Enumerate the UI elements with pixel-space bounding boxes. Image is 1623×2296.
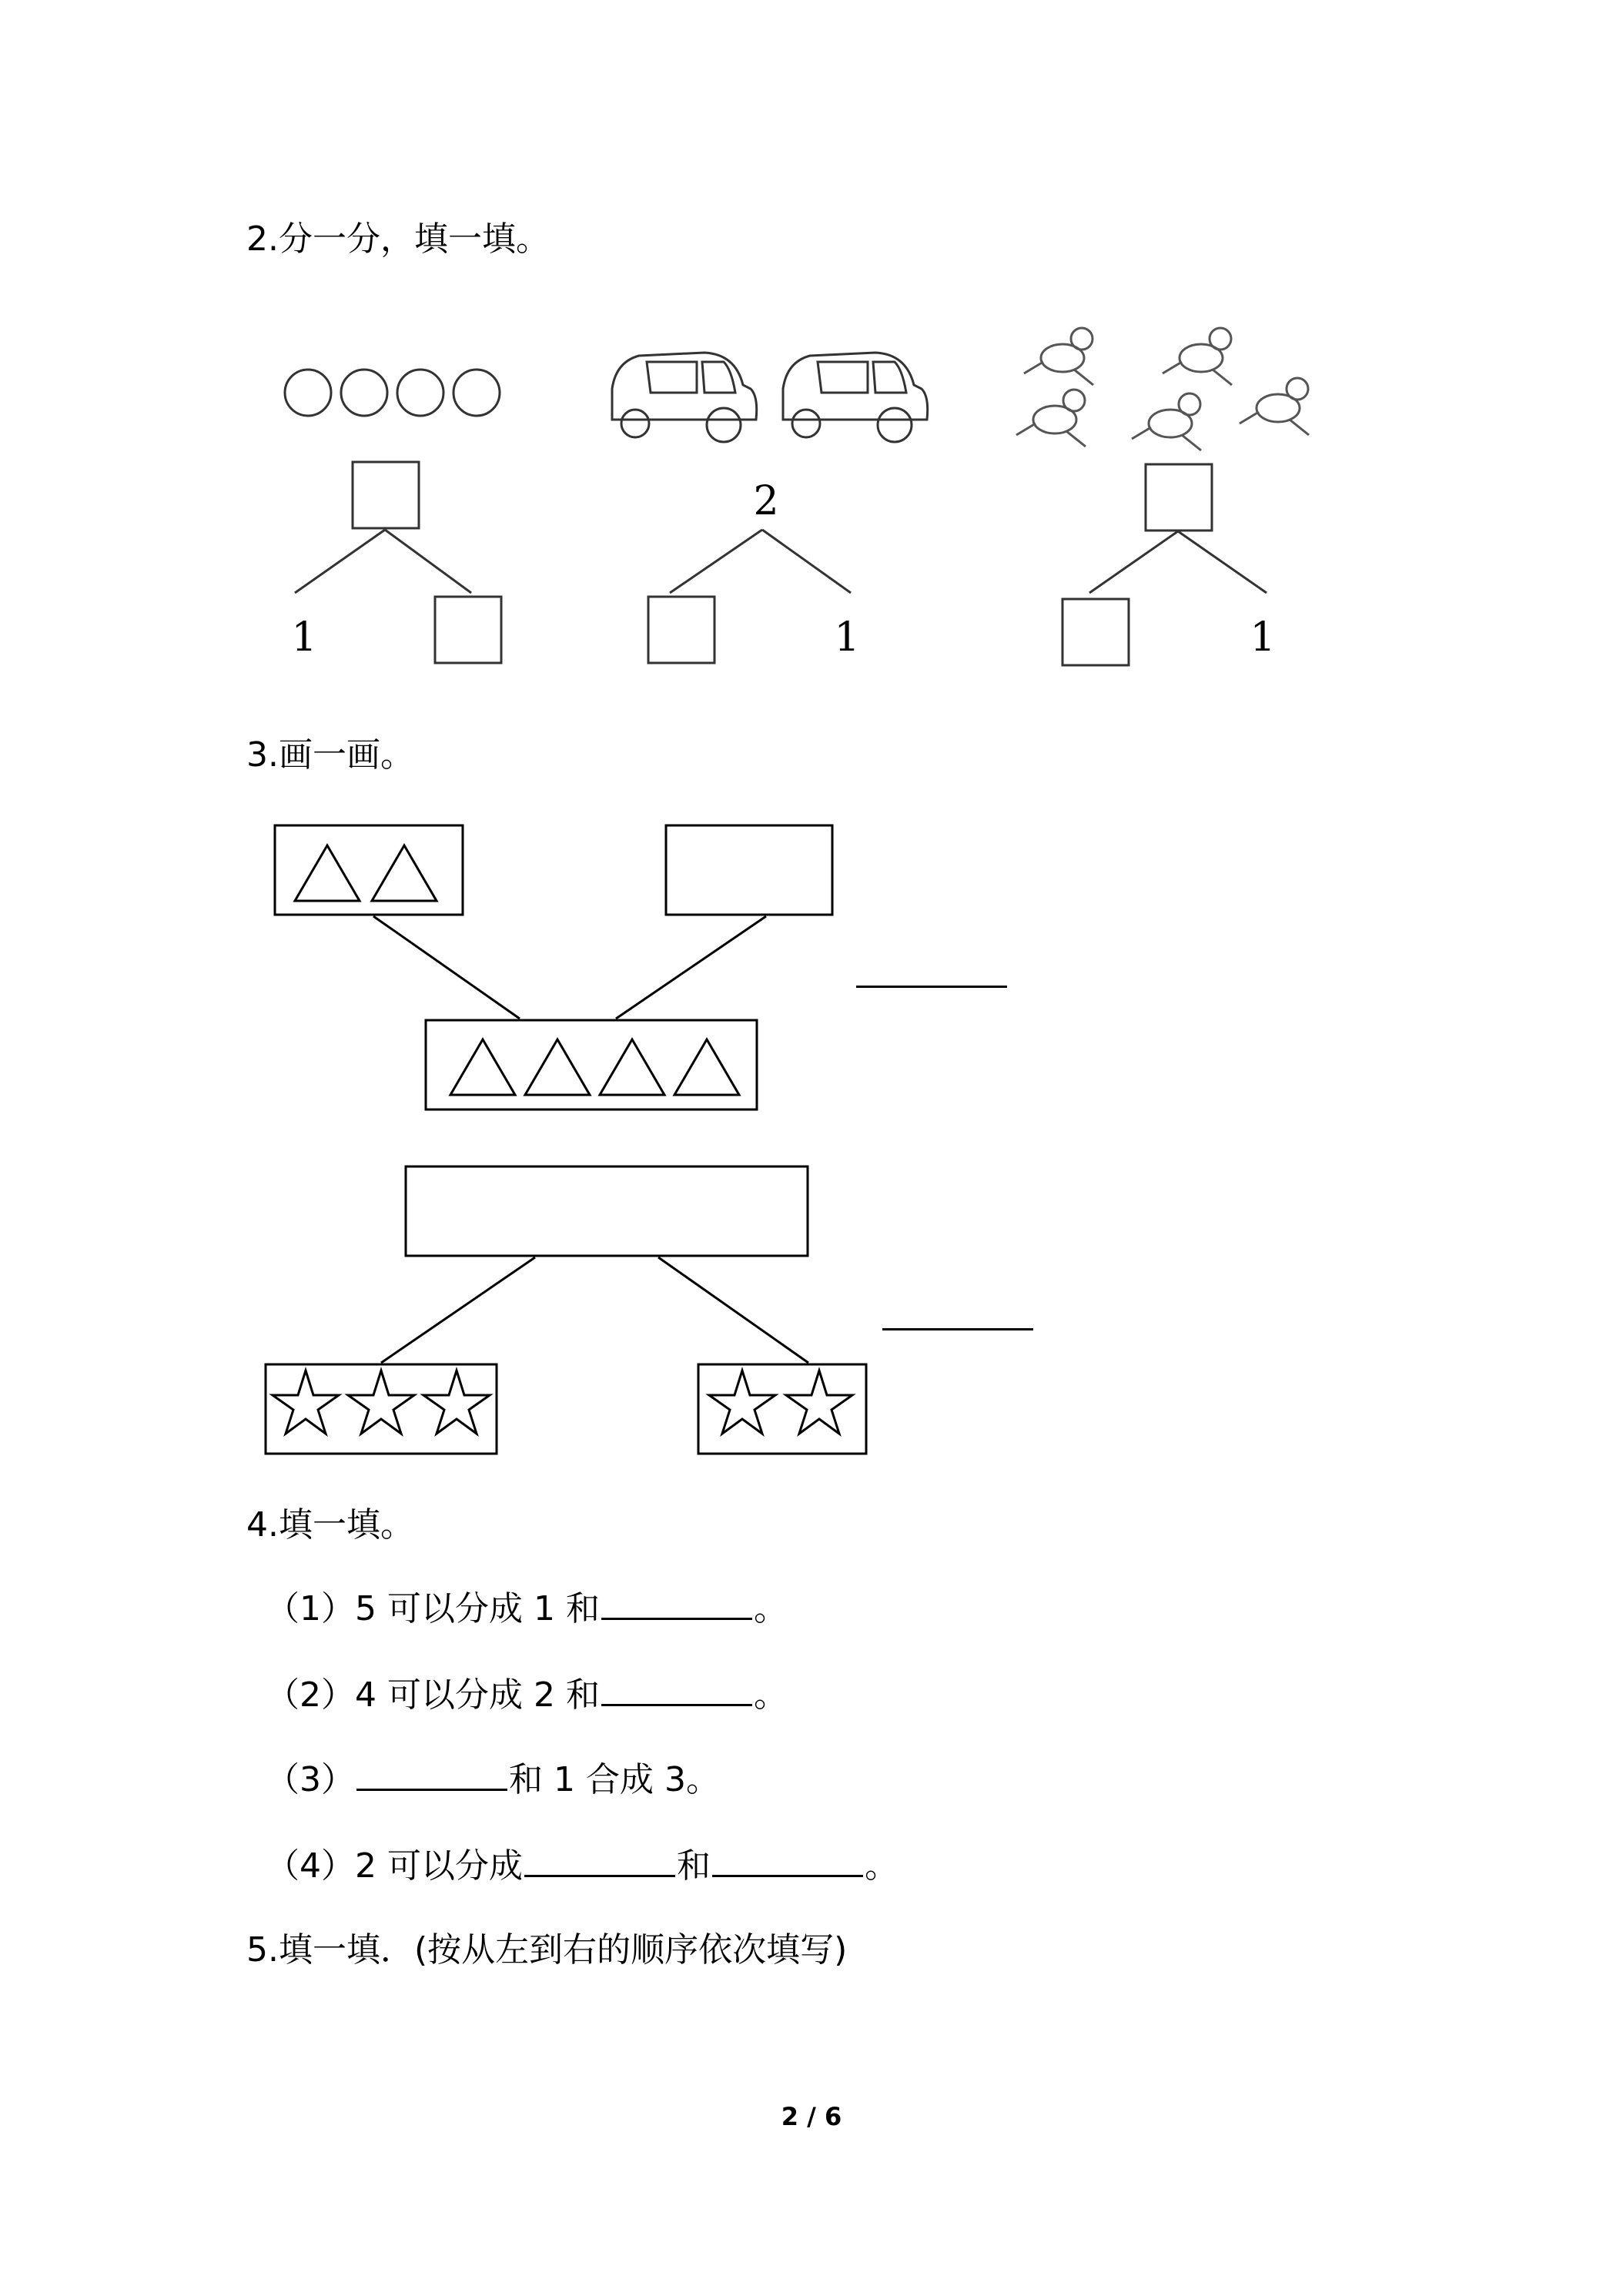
triangle-icon xyxy=(295,845,360,901)
fill-item-2-prefix: （2）4 可以分成 2 和 xyxy=(266,1675,600,1715)
star-icon xyxy=(348,1371,414,1434)
branch-line xyxy=(381,1257,535,1363)
answer-draw-box[interactable] xyxy=(666,825,832,915)
question-5-title: 5.填一填．(按从左到右的顺序依次填写) xyxy=(246,1930,848,1970)
star-icon xyxy=(423,1371,490,1434)
answer-blank[interactable] xyxy=(524,1846,675,1877)
box-two-stars xyxy=(698,1364,866,1454)
answer-blank[interactable] xyxy=(601,1588,752,1620)
fill-item-3 xyxy=(266,1759,720,1800)
answer-draw-box[interactable] xyxy=(406,1166,808,1256)
fill-item-3-middle: 和 1 合成 3。 xyxy=(509,1760,720,1799)
answer-blank[interactable] xyxy=(712,1846,863,1877)
star-icon xyxy=(273,1371,339,1434)
page-number: 2 / 6 xyxy=(781,2102,842,2131)
fill-item-2-suffix: 。 xyxy=(753,1675,788,1715)
group2-top-number: 2 xyxy=(753,478,779,524)
answer-blank[interactable] xyxy=(601,1675,752,1706)
answer-line[interactable] xyxy=(882,1328,1033,1330)
fill-item-4-prefix: （4）2 可以分成 xyxy=(266,1846,523,1886)
star-icon xyxy=(786,1371,852,1434)
branch-line xyxy=(658,1257,808,1363)
triangle-icon xyxy=(674,1039,739,1095)
fill-item-4-suffix: 。 xyxy=(864,1846,899,1886)
answer-line[interactable] xyxy=(856,986,1007,988)
fill-item-1-suffix: 。 xyxy=(753,1589,788,1628)
triangle-icon xyxy=(372,845,437,901)
fill-item-1 xyxy=(266,1588,788,1629)
star-icon xyxy=(709,1371,775,1434)
fill-item-1-prefix: （1）5 可以分成 1 和 xyxy=(266,1589,600,1628)
box-three-stars xyxy=(266,1364,497,1454)
answer-blank[interactable] xyxy=(356,1759,507,1791)
triangle-icon xyxy=(600,1039,664,1095)
question-3-title: 3.画一画。 xyxy=(246,735,414,775)
fill-item-4-middle: 和 xyxy=(676,1846,711,1886)
group2-right-number: 1 xyxy=(834,614,860,661)
fill-item-2 xyxy=(266,1675,788,1715)
fill-item-4 xyxy=(266,1846,899,1886)
box-four-triangles xyxy=(426,1020,757,1110)
group1-left-number: 1 xyxy=(291,614,317,661)
question-2-title: 2.分一分，填一填。 xyxy=(246,219,550,259)
branch-line xyxy=(373,916,520,1019)
triangle-icon xyxy=(450,1039,515,1095)
group3-right-number: 1 xyxy=(1250,614,1276,661)
branch-line xyxy=(616,916,766,1019)
triangle-icon xyxy=(525,1039,590,1095)
fill-item-3-prefix: （3） xyxy=(266,1760,355,1799)
question-4-title: 4.填一填。 xyxy=(246,1505,414,1545)
